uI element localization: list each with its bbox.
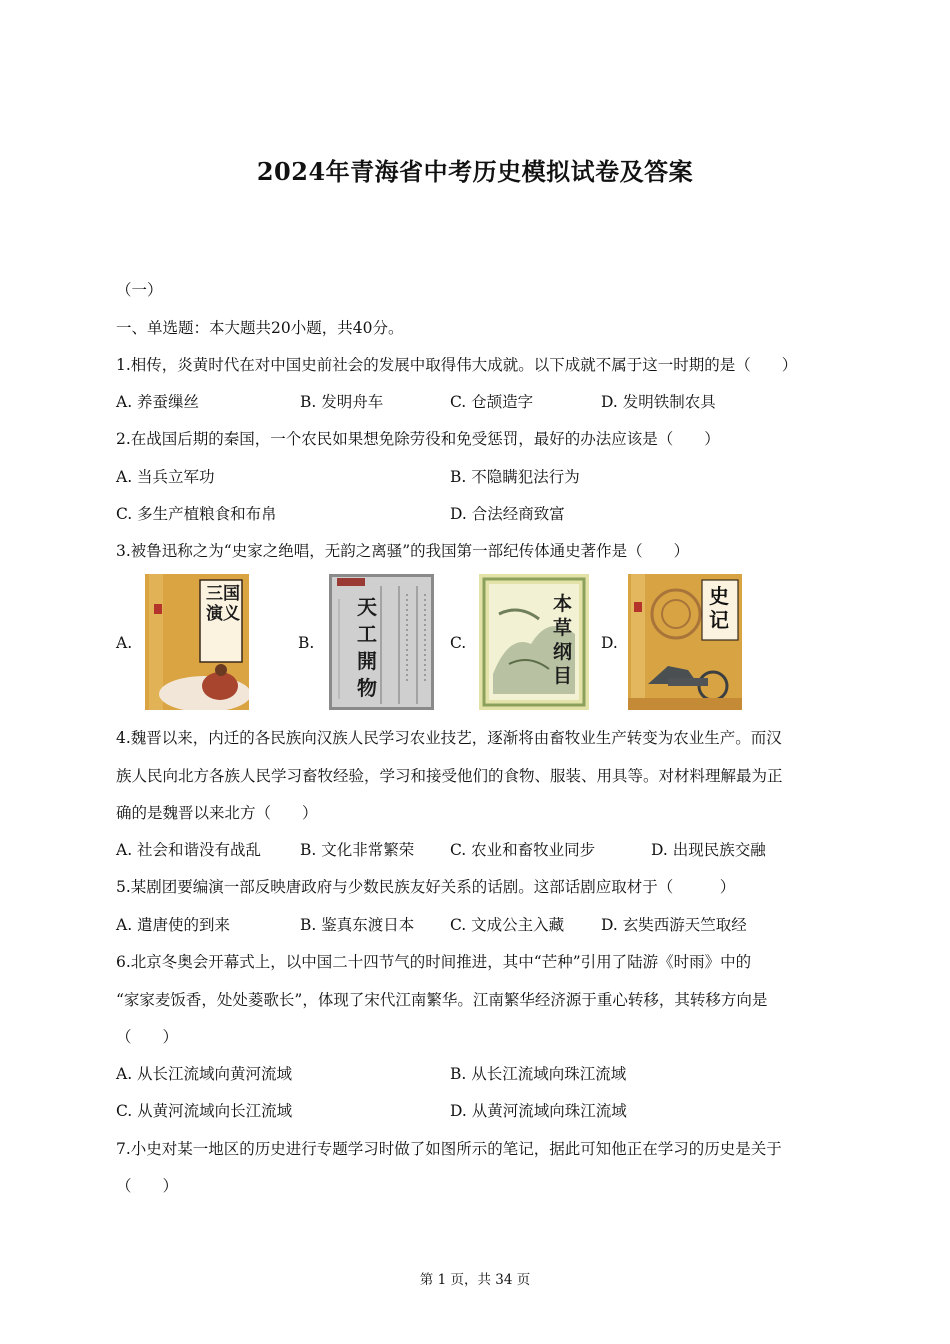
q1-option-b: B. 发明舟车	[300, 393, 384, 411]
q5-option-c: C. 文成公主入藏	[450, 916, 565, 934]
q5-option-a: A. 遣唐使的到来	[116, 916, 231, 934]
book-cover-sanguo-yanyi	[145, 574, 249, 710]
q3-option-d-label: D.	[601, 634, 618, 652]
question-2-stem: 2.在战国后期的秦国，一个农民如果想免除劳役和免受惩罚，最好的办法应该是（ ）	[116, 430, 720, 448]
q3-option-b-label: B.	[298, 634, 315, 652]
question-6-line-1: 6.北京冬奥会开幕式上，以中国二十四节气的时间推进，其中“芒种”引用了陆游《时雨》中的	[116, 953, 752, 971]
book-cover-tiangong-kaiwu	[329, 574, 434, 710]
q6-option-d: D. 从黄河流域向珠江流域	[450, 1102, 627, 1120]
q6-option-a: A. 从长江流域向黄河流域	[116, 1065, 293, 1083]
question-4-line-3: 确的是魏晋以来北方（ ）	[116, 804, 318, 822]
part-label: （一）	[116, 281, 163, 299]
question-7-line-2: （ ）	[116, 1177, 179, 1195]
q1-option-c: C. 仓颉造字	[450, 393, 534, 411]
q3-option-c-label: C.	[450, 634, 467, 652]
q1-option-a: A. 养蚕缫丝	[116, 393, 200, 411]
question-4-line-2: 族人民向北方各族人民学习畜牧经验，学习和接受他们的食物、服装、用具等。对材料理解最为正	[116, 767, 783, 785]
question-6-line-3: （ ）	[116, 1028, 179, 1046]
q2-option-b: B. 不隐瞒犯法行为	[450, 468, 580, 486]
q5-option-b: B. 鉴真东渡日本	[300, 916, 415, 934]
q1-option-d: D. 发明铁制农具	[601, 393, 716, 411]
book-b-title: 天工開物	[357, 595, 377, 700]
q3-option-a-label: A.	[116, 634, 133, 652]
question-5-stem: 5.某剧团要编演一部反映唐政府与少数民族友好关系的话剧。这部话剧应取材于（ ）	[116, 878, 736, 896]
q4-option-a: A. 社会和谐没有战乱	[116, 841, 262, 859]
question-7-line-1: 7.小史对某一地区的历史进行专题学习时做了如图所示的笔记，据此可知他正在学习的历史是关于	[116, 1140, 782, 1158]
book-a-title-text: 三国演义	[206, 584, 240, 624]
question-6-line-2: “家家麦饭香，处处菱歌长”，体现了宋代江南繁华。江南繁华经济源于重心转移，其转移方向是	[116, 991, 768, 1009]
section-heading: 一、单选题：本大题共20小题，共40分。	[116, 319, 404, 337]
q4-option-d: D. 出现民族交融	[651, 841, 766, 859]
q2-option-d: D. 合法经商致富	[450, 505, 565, 523]
question-4-line-1: 4.魏晋以来，内迁的各民族向汉族人民学习农业技艺，逐渐将由畜牧业生产转变为农业生产。而汉	[116, 729, 782, 747]
q6-option-b: B. 从长江流域向珠江流域	[450, 1065, 627, 1083]
book-cover-shiji	[628, 574, 742, 710]
q4-option-b: B. 文化非常繁荣	[300, 841, 415, 859]
book-cover-bencao-gangmu	[479, 574, 589, 710]
book-c-title: 本草纲目	[553, 593, 573, 687]
document-title: 2024年青海省中考历史模拟试卷及答案	[256, 157, 694, 186]
question-3-stem: 3.被鲁迅称之为“史家之绝唱，无韵之离骚”的我国第一部纪传体通史著作是（ ）	[116, 542, 690, 560]
question-1-stem: 1.相传，炎黄时代在对中国史前社会的发展中取得伟大成就。以下成就不属于这一时期的是（ ）	[116, 356, 798, 374]
q2-option-a: A. 当兵立军功	[116, 468, 215, 486]
page-footer: 第 1 页，共 34 页	[419, 1272, 531, 1288]
q6-option-c: C. 从黄河流域向长江流域	[116, 1102, 293, 1120]
q2-option-c: C. 多生产植粮食和布帛	[116, 505, 277, 523]
book-d-title: 史记	[709, 584, 729, 632]
q4-option-c: C. 农业和畜牧业同步	[450, 841, 596, 859]
q5-option-d: D. 玄奘西游天竺取经	[601, 916, 747, 934]
